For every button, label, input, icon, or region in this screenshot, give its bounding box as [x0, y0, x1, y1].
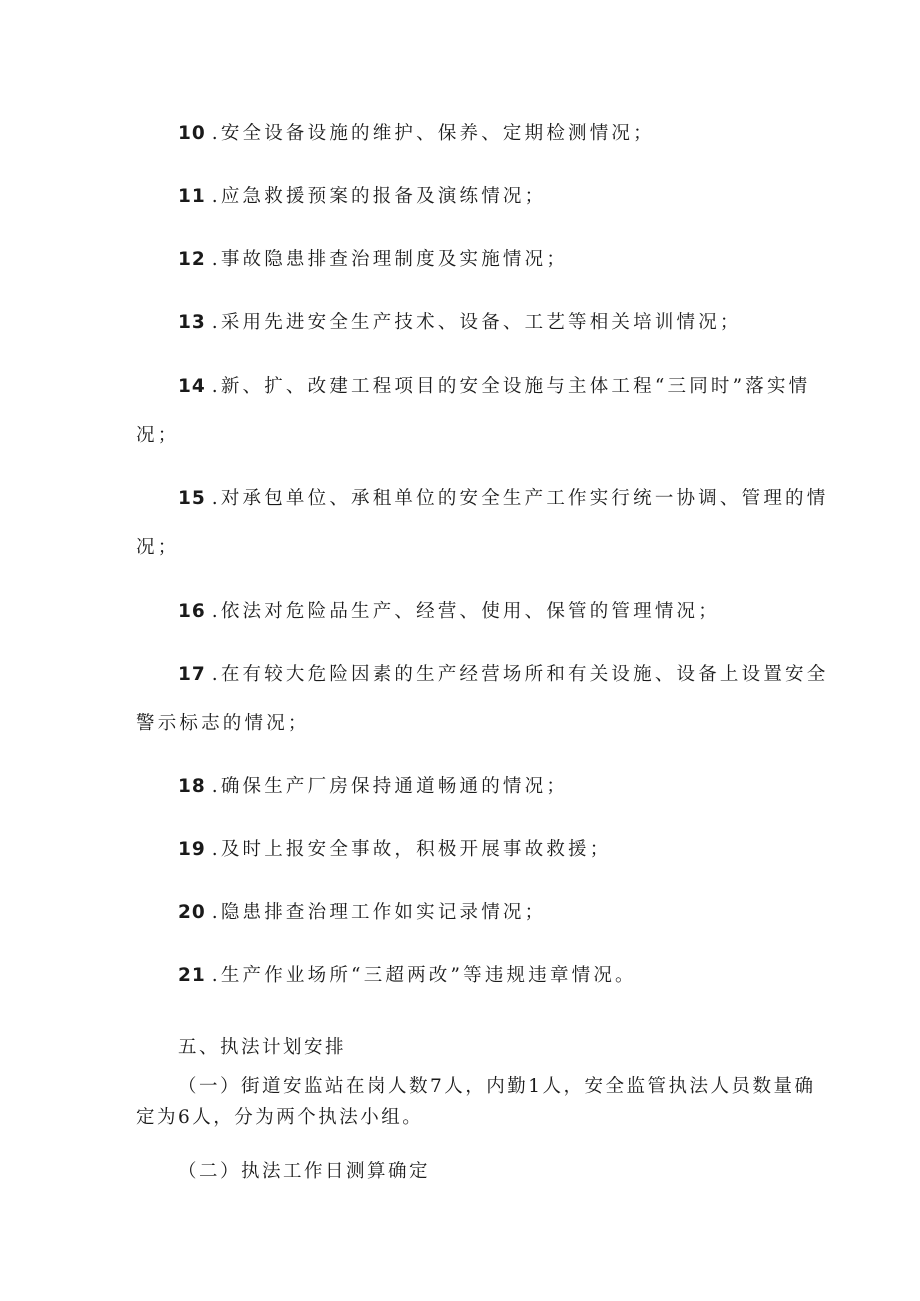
item-text: .应急救援预案的报备及演练情况；: [211, 186, 547, 207]
item-text: .在有较大危险因素的生产经营场所和有关设施、设备上设置安全: [211, 664, 829, 685]
list-item-13: [178, 311, 742, 335]
list-item-15: [178, 487, 828, 511]
list-item-17: [178, 663, 828, 687]
item-number: 21: [178, 965, 206, 986]
item-number: 15: [178, 488, 206, 509]
item-text: .依法对危险品生产、经营、使用、保管的管理情况；: [211, 601, 720, 622]
list-item-10: [178, 122, 655, 146]
item-number: 17: [178, 664, 206, 685]
item-text: .对承包单位、承租单位的安全生产工作实行统一协调、管理的情: [211, 488, 829, 509]
item-number: 10: [178, 123, 206, 144]
paragraph-1-line-1: （一）街道安监站在岗人数7人，内勤1人，安全监管执法人员数量确: [178, 1076, 816, 1097]
list-item-12: [178, 248, 568, 272]
list-item-19: [178, 838, 611, 862]
item-text-continued: 警示标志的情况；: [136, 713, 310, 734]
item-number: 18: [178, 776, 206, 797]
item-text: .事故隐患排查治理制度及实施情况；: [211, 249, 569, 270]
item-text: .生产作业场所“三超两改”等违规违章情况。: [211, 965, 637, 986]
item-number: 12: [178, 249, 206, 270]
list-item-11: [178, 185, 546, 209]
item-text: .安全设备设施的维护、保养、定期检测情况；: [211, 123, 655, 144]
item-text-continued: 况；: [136, 425, 180, 446]
list-item-15-continuation: [136, 536, 179, 560]
item-number: 14: [178, 376, 206, 397]
item-text: .确保生产厂房保持通道畅通的情况；: [211, 776, 569, 797]
item-text: .隐患排查治理工作如实记录情况；: [211, 902, 547, 923]
item-number: 20: [178, 902, 206, 923]
item-number: 16: [178, 601, 206, 622]
item-text: .采用先进安全生产技术、设备、工艺等相关培训情况；: [211, 312, 742, 333]
item-number: 13: [178, 312, 206, 333]
item-text: .及时上报安全事故，积极开展事故救援；: [211, 839, 612, 860]
list-item-20: [178, 901, 546, 925]
section-heading: 五、执法计划安排: [178, 1037, 347, 1058]
list-item-14-continuation: [136, 424, 179, 448]
list-item-14: [178, 375, 810, 399]
item-number: 19: [178, 839, 206, 860]
paragraph-1-line-2: 定为6人，分为两个执法小组。: [136, 1107, 424, 1128]
item-number: 11: [178, 186, 206, 207]
list-item-21: [178, 964, 637, 988]
list-item-16: [178, 600, 720, 624]
item-text: .新、扩、改建工程项目的安全设施与主体工程“三同时”落实情: [211, 376, 811, 397]
list-item-18: [178, 775, 568, 799]
list-item-17-continuation: [136, 712, 310, 736]
paragraph-2: （二）执法工作日测算确定: [178, 1161, 431, 1182]
item-text-continued: 况；: [136, 537, 180, 558]
